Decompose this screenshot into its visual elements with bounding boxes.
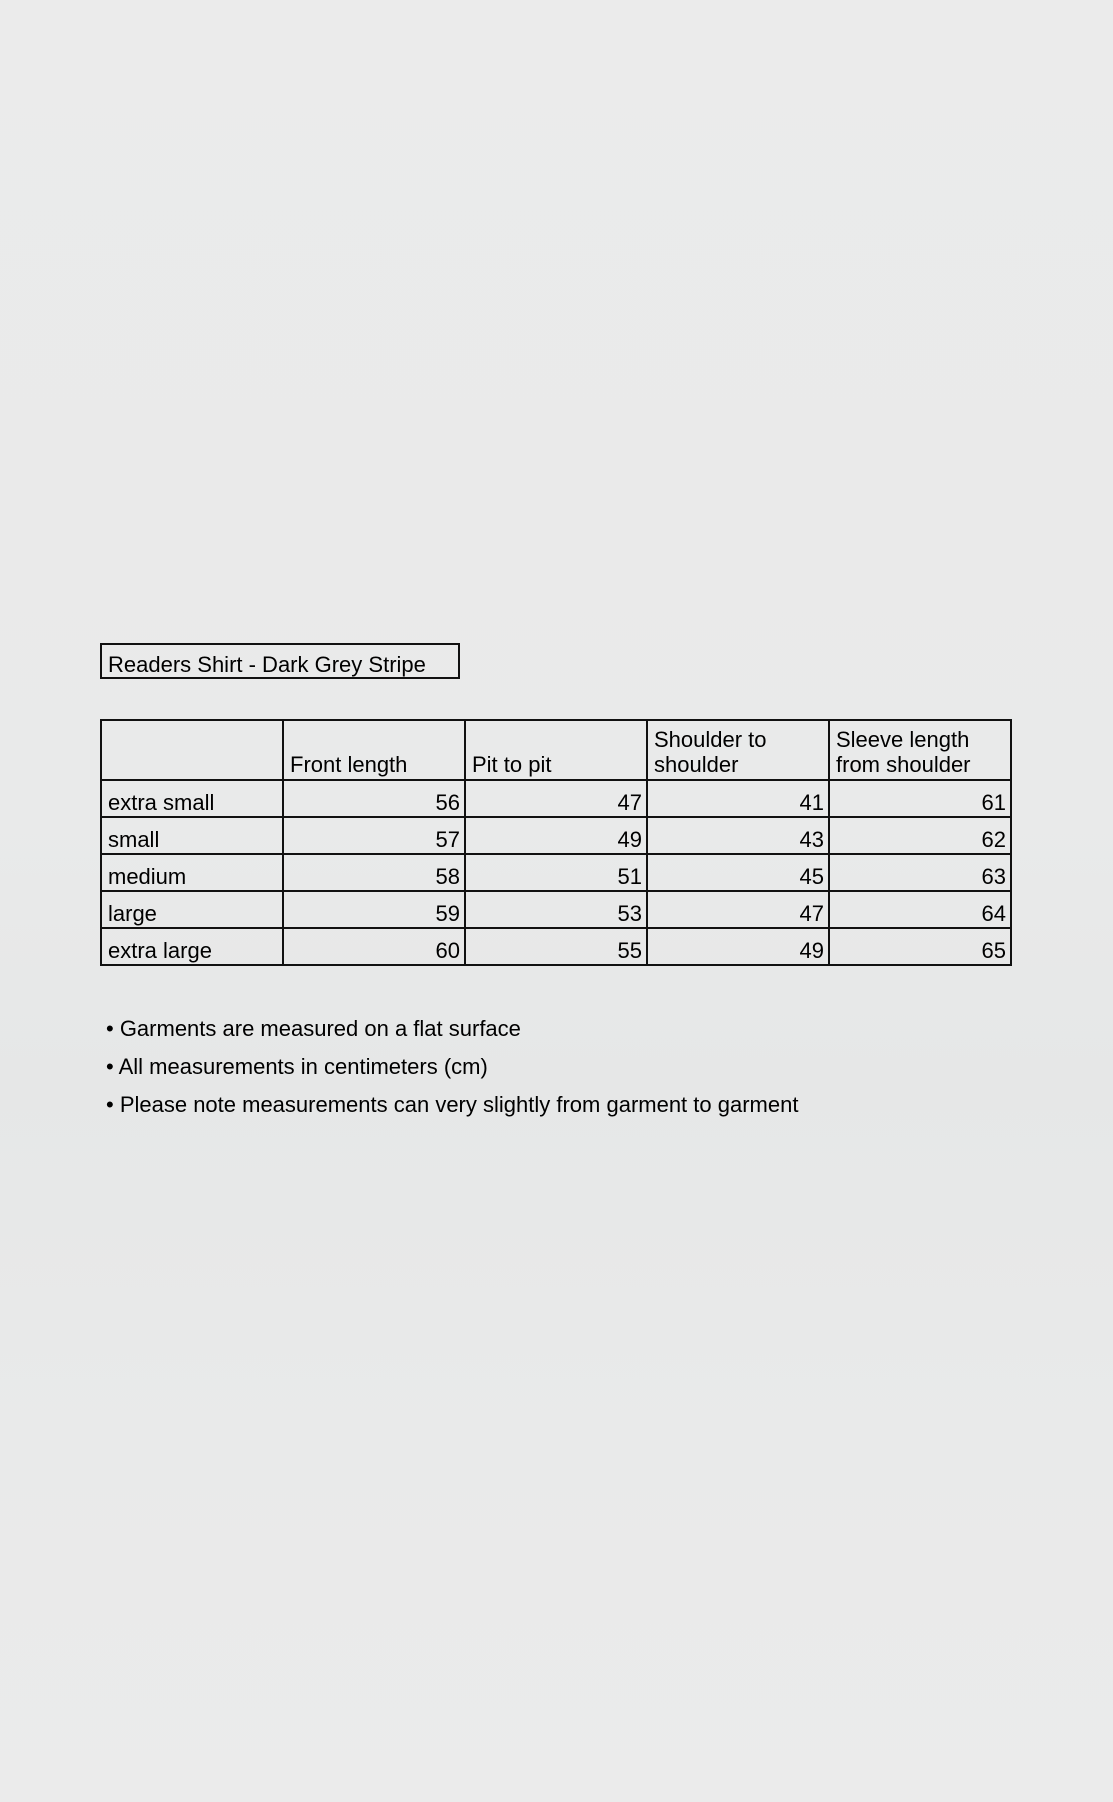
shoulder-value: 45: [647, 854, 829, 891]
note-item: • All measurements in centimeters (cm): [106, 1054, 488, 1079]
shoulder-value: 49: [647, 928, 829, 965]
header-sleeve-length: Sleeve length from shoulder: [829, 720, 1011, 780]
sleeve-length-value: 64: [829, 891, 1011, 928]
shoulder-value: 41: [647, 780, 829, 817]
size-label: medium: [101, 854, 283, 891]
shoulder-value: 47: [647, 891, 829, 928]
front-length-value: 57: [283, 817, 465, 854]
measurement-notes: [106, 1014, 798, 1128]
header-pit-to-pit: Pit to pit: [465, 720, 647, 780]
table-row: [101, 928, 1011, 965]
header-row: [101, 720, 1011, 780]
front-length-value: 56: [283, 780, 465, 817]
pit-to-pit-value: 51: [465, 854, 647, 891]
front-length-value: 59: [283, 891, 465, 928]
pit-to-pit-value: 47: [465, 780, 647, 817]
header-shoulder-to-shoulder: Shoulder to shoulder: [647, 720, 829, 780]
table-row: [101, 780, 1011, 817]
pit-to-pit-value: 55: [465, 928, 647, 965]
size-label: large: [101, 891, 283, 928]
note-item: • Please note measurements can very slightly from garment to garment: [106, 1092, 799, 1117]
front-length-value: 60: [283, 928, 465, 965]
sleeve-length-value: 65: [829, 928, 1011, 965]
table-row: [101, 891, 1011, 928]
pit-to-pit-value: 49: [465, 817, 647, 854]
size-chart-table: [100, 719, 1012, 966]
table-row: [101, 854, 1011, 891]
front-length-value: 58: [283, 854, 465, 891]
pit-to-pit-value: 53: [465, 891, 647, 928]
sleeve-length-value: 63: [829, 854, 1011, 891]
header-size: [101, 720, 283, 780]
sleeve-length-value: 61: [829, 780, 1011, 817]
shoulder-value: 43: [647, 817, 829, 854]
sleeve-length-value: 62: [829, 817, 1011, 854]
note-item: • Garments are measured on a flat surface: [106, 1016, 521, 1041]
table-row: [101, 817, 1011, 854]
size-label: small: [101, 817, 283, 854]
size-label: extra large: [101, 928, 283, 965]
product-title: Readers Shirt - Dark Grey Stripe: [100, 643, 460, 679]
size-label: extra small: [101, 780, 283, 817]
header-front-length: Front length: [283, 720, 465, 780]
